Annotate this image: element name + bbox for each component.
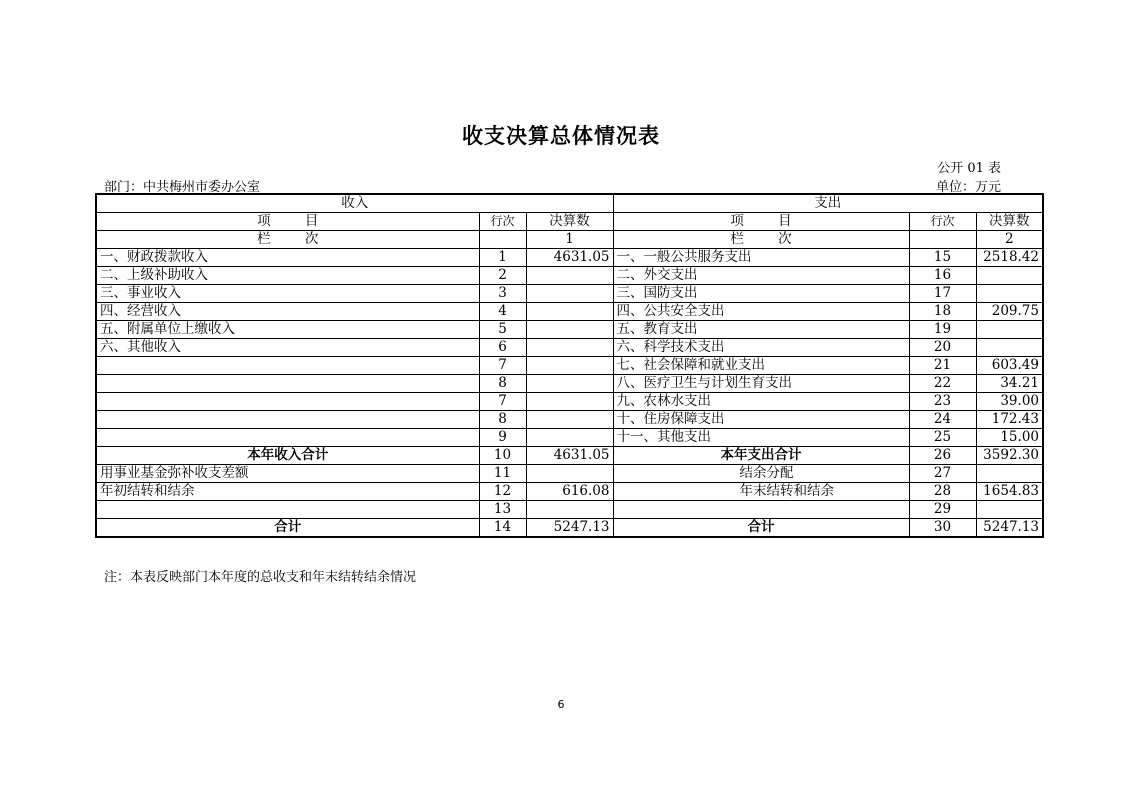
income-amount (526, 285, 613, 303)
row-no-header-right: 行次 (909, 213, 976, 231)
expense-amount: 15.00 (976, 429, 1043, 447)
expense-item: 六、科学技术支出 (613, 339, 909, 357)
income-row-no: 3 (479, 285, 526, 303)
expense-amount (976, 321, 1043, 339)
table-row (96, 303, 1043, 321)
income-amount (526, 357, 613, 375)
table-row (96, 411, 1043, 429)
expense-amount: 209.75 (976, 303, 1043, 321)
year-total-row (96, 447, 1043, 465)
expense-row-no: 18 (909, 303, 976, 321)
row-no-header-left: 行次 (479, 213, 526, 231)
income-row-no: 7 (479, 393, 526, 411)
expense-year-total-no: 26 (909, 447, 976, 465)
table-row (96, 375, 1043, 393)
expense-year-total-amount: 3592.30 (976, 447, 1043, 465)
table-row (96, 393, 1043, 411)
expense-item: 五、教育支出 (613, 321, 909, 339)
header-row-columns (96, 213, 1043, 231)
income-amount (526, 339, 613, 357)
table-note: 注：本表反映部门本年度的总收支和年末结转结余情况 (104, 570, 417, 585)
expense-row-no: 19 (909, 321, 976, 339)
income-year-total-label: 本年收入合计 (96, 447, 479, 465)
expense-row-no: 21 (909, 357, 976, 375)
income-grand-total-label: 合计 (96, 519, 479, 538)
income-row-no: 1 (479, 249, 526, 267)
expense-amount (976, 501, 1043, 519)
income-row-no: 11 (479, 465, 526, 483)
expense-amount: 172.43 (976, 411, 1043, 429)
income-row-no: 8 (479, 411, 526, 429)
income-item (96, 501, 479, 519)
unit-label: 单位：万元 (935, 180, 1001, 195)
amount-header-right: 决算数 (976, 213, 1043, 231)
income-grand-total-amount: 5247.13 (526, 519, 613, 538)
expense-item: 十、住房保障支出 (613, 411, 909, 429)
expense-amount: 39.00 (976, 393, 1043, 411)
expense-amount: 34.21 (976, 375, 1043, 393)
expense-row-no: 25 (909, 429, 976, 447)
income-row-no: 6 (479, 339, 526, 357)
expense-amount: 1654.83 (976, 483, 1043, 501)
column-index-number-right: 2 (976, 231, 1043, 249)
expense-grand-total-no: 30 (909, 519, 976, 538)
expense-year-total-label: 本年支出合计 (613, 447, 909, 465)
table-row (96, 465, 1043, 483)
income-item (96, 357, 479, 375)
table-row (96, 339, 1043, 357)
item-header-right: 项 目 (613, 213, 909, 231)
grand-total-row (96, 519, 1043, 538)
income-item: 一、财政拨款收入 (96, 249, 479, 267)
income-item: 五、附属单位上缴收入 (96, 321, 479, 339)
table-row (96, 321, 1043, 339)
income-amount (526, 321, 613, 339)
header-row-section (96, 194, 1043, 213)
income-item (96, 375, 479, 393)
expense-row-no: 29 (909, 501, 976, 519)
page-title: 收支决算总体情况表 (462, 123, 660, 148)
expense-amount (976, 267, 1043, 285)
expense-grand-total-amount: 5247.13 (976, 519, 1043, 538)
income-amount (526, 411, 613, 429)
income-amount (526, 375, 613, 393)
table-row (96, 285, 1043, 303)
income-item (96, 429, 479, 447)
expense-grand-total-label: 合计 (613, 519, 909, 538)
expense-amount (976, 339, 1043, 357)
column-index-blank-right (909, 231, 976, 249)
expense-amount (976, 465, 1043, 483)
expense-item: 七、社会保障和就业支出 (613, 357, 909, 375)
income-row-no: 2 (479, 267, 526, 285)
income-amount (526, 267, 613, 285)
expense-item: 九、农林水支出 (613, 393, 909, 411)
expense-item: 四、公共安全支出 (613, 303, 909, 321)
expense-row-no: 24 (909, 411, 976, 429)
table-row (96, 249, 1043, 267)
expense-item (613, 501, 909, 519)
expense-item: 十一、其他支出 (613, 429, 909, 447)
income-amount (526, 393, 613, 411)
expense-amount (976, 285, 1043, 303)
expense-row-no: 15 (909, 249, 976, 267)
department-label: 部门：中共梅州市委办公室 (104, 180, 261, 195)
column-index-label-left: 栏 次 (96, 231, 479, 249)
income-row-no: 7 (479, 357, 526, 375)
expense-item: 二、外交支出 (613, 267, 909, 285)
expense-header: 支出 (613, 194, 1043, 213)
table-row (96, 429, 1043, 447)
income-row-no: 9 (479, 429, 526, 447)
expense-item: 八、医疗卫生与计划生育支出 (613, 375, 909, 393)
income-amount (526, 429, 613, 447)
income-row-no: 4 (479, 303, 526, 321)
budget-table (95, 193, 1044, 538)
expense-item: 三、国防支出 (613, 285, 909, 303)
expense-row-no: 27 (909, 465, 976, 483)
income-row-no: 12 (479, 483, 526, 501)
income-item: 三、事业收入 (96, 285, 479, 303)
expense-row-no: 17 (909, 285, 976, 303)
amount-header-left: 决算数 (526, 213, 613, 231)
expense-row-no: 16 (909, 267, 976, 285)
expense-item: 年末结转和结余 (613, 483, 909, 501)
income-item (96, 411, 479, 429)
column-index-blank-left (479, 231, 526, 249)
income-item: 用事业基金弥补收支差额 (96, 465, 479, 483)
income-item: 六、其他收入 (96, 339, 479, 357)
expense-row-no: 23 (909, 393, 976, 411)
table-row (96, 483, 1043, 501)
income-amount: 4631.05 (526, 249, 613, 267)
expense-row-no: 28 (909, 483, 976, 501)
column-index-number-left: 1 (526, 231, 613, 249)
expense-item: 结余分配 (613, 465, 909, 483)
income-item: 四、经营收入 (96, 303, 479, 321)
expense-amount: 603.49 (976, 357, 1043, 375)
table-row (96, 267, 1043, 285)
form-number: 公开 01 表 (937, 161, 1001, 176)
income-amount (526, 303, 613, 321)
expense-amount: 2518.42 (976, 249, 1043, 267)
income-grand-total-no: 14 (479, 519, 526, 538)
income-amount: 616.08 (526, 483, 613, 501)
expense-row-no: 22 (909, 375, 976, 393)
income-row-no: 5 (479, 321, 526, 339)
column-index-label-right: 栏 次 (613, 231, 909, 249)
income-year-total-amount: 4631.05 (526, 447, 613, 465)
table-row (96, 501, 1043, 519)
income-amount (526, 465, 613, 483)
income-item: 年初结转和结余 (96, 483, 479, 501)
header-row-index (96, 231, 1043, 249)
income-row-no: 8 (479, 375, 526, 393)
table-row (96, 357, 1043, 375)
income-item: 二、上级补助收入 (96, 267, 479, 285)
income-header: 收入 (96, 194, 613, 213)
income-item (96, 393, 479, 411)
income-row-no: 13 (479, 501, 526, 519)
expense-row-no: 20 (909, 339, 976, 357)
expense-item: 一、一般公共服务支出 (613, 249, 909, 267)
income-amount (526, 501, 613, 519)
item-header-left: 项 目 (96, 213, 479, 231)
page-number: 6 (557, 698, 565, 711)
income-year-total-no: 10 (479, 447, 526, 465)
